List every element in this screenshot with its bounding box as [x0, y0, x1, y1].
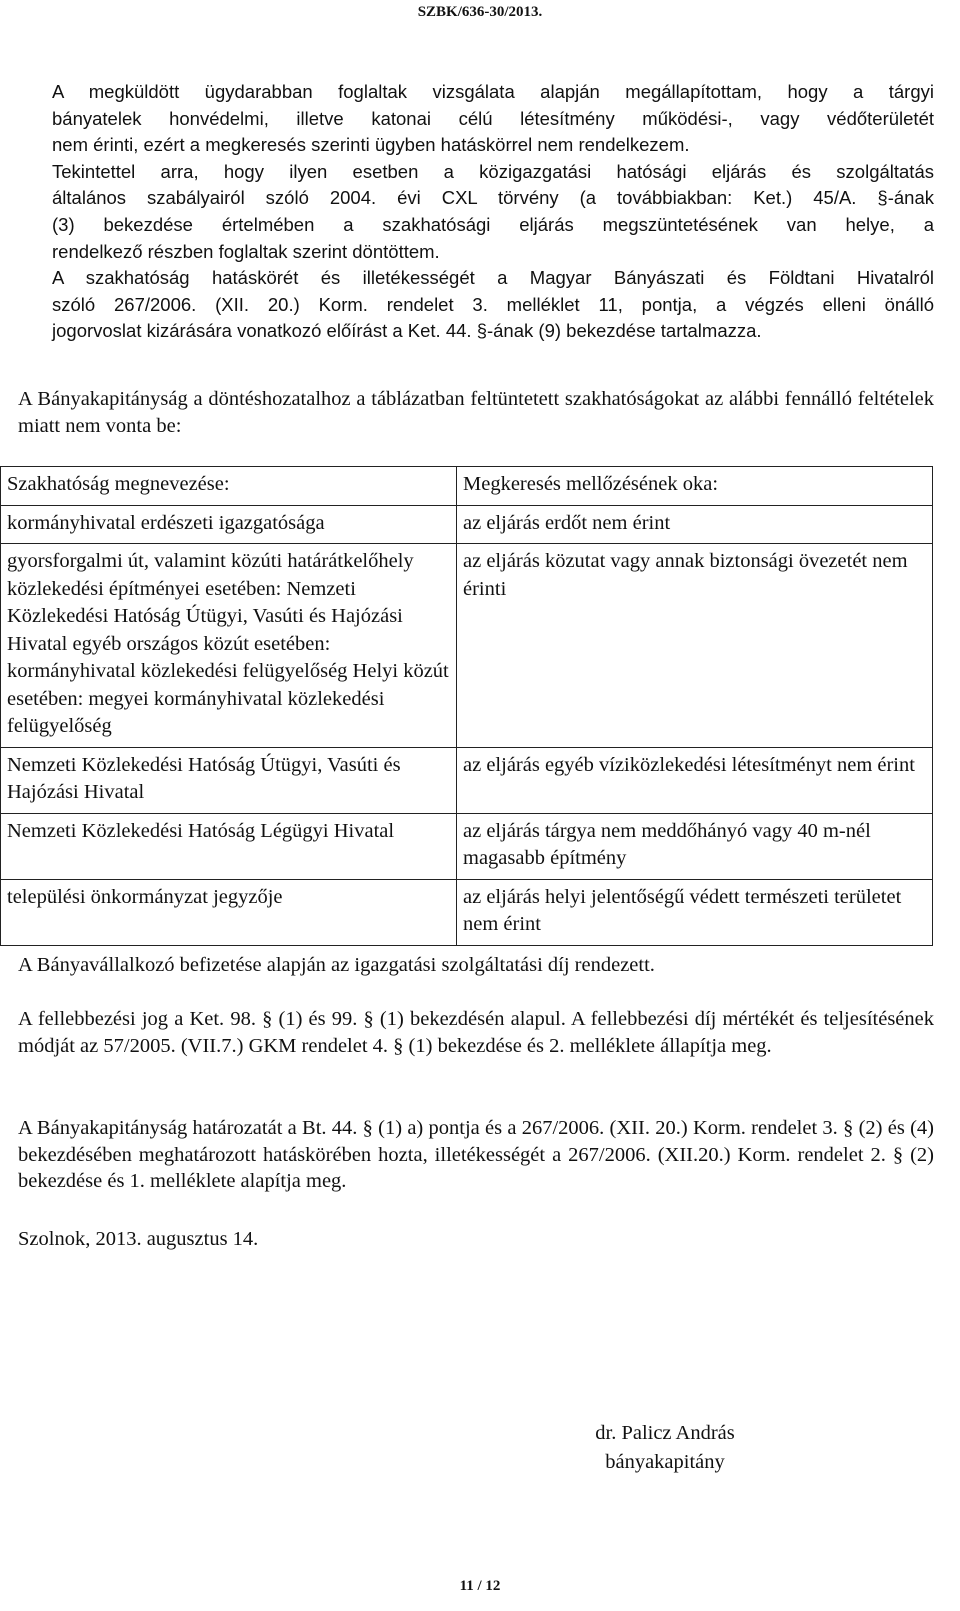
- place-date: Szolnok, 2013. augusztus 14.: [18, 1228, 259, 1250]
- intro-line: jogorvoslat kizárására vonatkozó előírást a Ket. 44. §-ának (9) bekezdése tartalmazza.: [52, 320, 762, 342]
- reason-cell: az eljárás erdőt nem érint: [457, 505, 933, 544]
- reason-cell: az eljárás egyéb víziközlekedési létesítményt nem érint: [457, 747, 933, 813]
- intro-line: szóló 267/2006. (XII. 20.) Korm. rendelet 3. melléklet 11, pontja, a végzés elleni önálló: [52, 293, 934, 315]
- competence-paragraph: A Bányakapitányság határozatát a Bt. 44. § (1) a) pontja és a 267/2006. (XII. 20.) Korm. rendelet 3. § (2) és (4) bekezdésében meghatározott hatáskörében hozta, illetékességét a 267/2006. (XII.20.) Korm. rendelet 2. § (2) bekezdése és 1. melléklete alapítja meg.: [18, 1117, 934, 1192]
- table-row: [1, 544, 933, 748]
- fee-paragraph: A Bányavállalkozó befizetése alapján az igazgatási szolgáltatási díj rendezett.: [18, 954, 655, 976]
- column-header-authority: Szakhatóság megnevezése:: [1, 467, 457, 506]
- intro-line: A megküldött ügydarabban foglaltak vizsgálata alapján megállapítottam, hogy a tárgyi: [52, 81, 934, 102]
- authority-cell: Nemzeti Közlekedési Hatóság Légügyi Hivatal: [1, 813, 457, 879]
- appeal-paragraph: A fellebbezési jog a Ket. 98. § (1) és 99. § (1) bekezdésén alapul. A fellebbezési díj mértékét és teljesítésének módját az 57/2005. (VII.7.) GKM rendelet 4. § (1) bekezdése és 2. melléklete állapítja meg.: [18, 1008, 934, 1057]
- signatory-title: bányakapitány: [605, 1450, 725, 1473]
- authority-cell: Nemzeti Közlekedési Hatóság Útügyi, Vasúti és Hajózási Hivatal: [1, 747, 457, 813]
- column-header-reason: Megkeresés mellőzésének oka:: [457, 467, 933, 506]
- intro-line: (3) bekezdése értelmében a szakhatósági eljárás megszüntetésének van helye, a: [52, 213, 934, 235]
- intro-paragraph: [52, 79, 934, 345]
- intro-line: nem érinti, ezért a megkeresés szerinti ügyben hatáskörrel nem rendelkezem.: [52, 134, 690, 156]
- reason-cell: az eljárás helyi jelentőségű védett természeti területet nem érint: [457, 879, 933, 945]
- reason-cell: az eljárás tárgya nem meddőhányó vagy 40 m-nél magasabb építmény: [457, 813, 933, 879]
- document-reference: SZBK/636-30/2013.: [417, 4, 543, 20]
- intro-line: Tekintettel arra, hogy ilyen esetben a közigazgatási hatósági eljárás és szolgáltatás: [52, 160, 934, 182]
- intro-line: rendelkező részben foglaltak szerint döntöttem.: [52, 240, 440, 262]
- signature-block: [560, 1419, 770, 1476]
- authority-cell: gyorsforgalmi út, valamint közúti határátkelőhely közlekedési építményei esetében: Nemzeti Közlekedési Hatóság Útügyi, Vasúti és Hajózási Hivatal egyéb országos közút esetében: kormányhivatal közlekedési felügyelőség Helyi közút esetében: megyei kormányhivatal közlekedési felügyelőség: [1, 544, 457, 748]
- intro-line: A szakhatóság hatáskörét és illetékességét a Magyar Bányászati és Földtani Hivatalról: [52, 267, 934, 289]
- reason-cell: az eljárás közutat vagy annak biztonsági övezetét nem érinti: [457, 544, 933, 748]
- table-header-row: [1, 467, 933, 506]
- intro-line: bányatelek honvédelmi, illetve katonai célú létesítmény működési-, vagy védőterületét: [52, 107, 934, 129]
- table-intro-paragraph: A Bányakapitányság a döntéshozatalhoz a táblázatban feltüntetett szakhatóságokat az alábbi fennálló feltételek miatt nem vonta be:: [18, 388, 934, 437]
- table-row: [1, 747, 933, 813]
- intro-line: általános szabályairól szóló 2004. évi CXL törvény (a továbbiakban: Ket.) 45/A. §-ának: [52, 187, 934, 209]
- signatory-name: dr. Palicz András: [595, 1422, 735, 1444]
- table-row: [1, 879, 933, 945]
- authority-cell: települési önkormányzat jegyzője: [1, 879, 457, 945]
- authorities-table: [0, 466, 933, 946]
- page-number: 11 / 12: [459, 1578, 501, 1594]
- authority-cell: kormányhivatal erdészeti igazgatósága: [1, 505, 457, 544]
- table-row: [1, 505, 933, 544]
- table-row: [1, 813, 933, 879]
